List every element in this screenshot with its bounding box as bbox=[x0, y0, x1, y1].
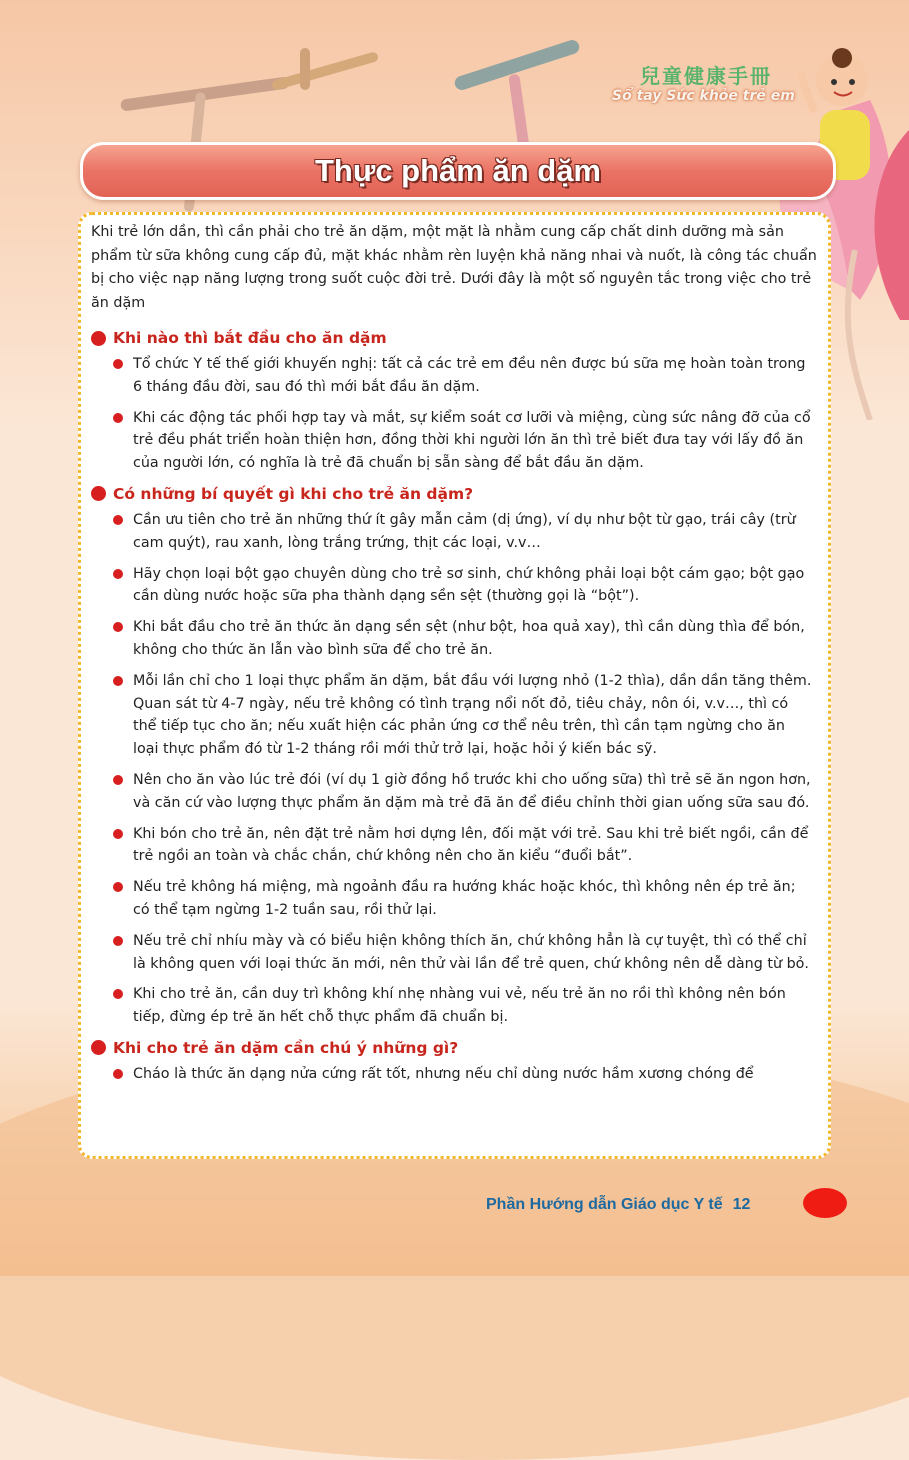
bullet-dot-icon bbox=[113, 989, 123, 999]
list-item-text: Mỗi lần chỉ cho 1 loại thực phẩm ăn dặm, bắt đầu với lượng nhỏ (1-2 thìa), dần dần tăng thêm. Quan sát từ 4-7 ngày, nếu trẻ không có tình trạng nổi nốt đỏ, tiêu chảy, nôn ói, v.v…, thì có thể tiếp tục cho ăn; nếu xuất hiện các phản ứng cơ thể nêu trên, thì cần tạm ngừng cho ăn loại thực phẩm đó từ 1-2 tháng rồi mới thử trở lại, hoặc hỏi ý kiến bác sỹ. bbox=[133, 672, 812, 758]
list-item bbox=[91, 1063, 818, 1086]
list-item bbox=[91, 823, 818, 869]
intro-paragraph: Khi trẻ lớn dần, thì cần phải cho trẻ ăn dặm, một mặt là nhằm cung cấp chất dinh dưỡng mà sản phẩm từ sữa không cung cấp đủ, mặt khác nhằm rèn luyện khả năng nhai và nuốt, là công tác chuẩn bị cho việc nạp năng lượng trong suốt cuộc đời trẻ. Dưới đây là một số nguyên tắc trong việc cho trẻ ăn dặm bbox=[91, 224, 817, 311]
page-number: 12 bbox=[732, 1196, 751, 1213]
section-heading-text: Khi cho trẻ ăn dặm cần chú ý những gì? bbox=[113, 1038, 459, 1057]
page-number-badge bbox=[803, 1188, 847, 1218]
list-item-text: Cháo là thức ăn dạng nửa cứng rất tốt, nhưng nếu chỉ dùng nước hầm xương chóng để bbox=[133, 1065, 754, 1082]
list-item-text: Khi các động tác phối hợp tay và mắt, sự kiểm soát cơ lưỡi và miệng, cùng sức nâng đỡ của cổ trẻ đều phát triển hoàn thiện hơn, đồng thời khi người lớn ăn thì trẻ biết đưa tay với lấy đồ ăn của người lớn, có nghĩa là trẻ đã chuẩn bị sẵn sàng để bắt đầu ăn dặm. bbox=[133, 409, 811, 472]
list-item bbox=[91, 769, 818, 815]
list-item bbox=[91, 509, 818, 555]
list-item-text: Khi bón cho trẻ ăn, nên đặt trẻ nằm hơi dựng lên, đối mặt với trẻ. Sau khi trẻ biết ngồi, cần để trẻ ngồi an toàn và chắc chắn, chứ không nên cho ăn kiểu “đuổi bắt”. bbox=[133, 825, 809, 865]
list-item-text: Nếu trẻ chỉ nhíu mày và có biểu hiện không thích ăn, chứ không hẳn là cự tuyệt, thì có thể chỉ là không quen với loại thức ăn mới, nên thử vài lần để trẻ quen, chứ không nên dễ dàng từ bỏ. bbox=[133, 932, 809, 972]
section-heading-text: Có những bí quyết gì khi cho trẻ ăn dặm? bbox=[113, 484, 474, 503]
bullet-dot-icon bbox=[113, 359, 123, 369]
list-item-text: Tổ chức Y tế thế giới khuyến nghị: tất cả các trẻ em đều nên được bú sữa mẹ hoàn toàn trong 6 tháng đầu đời, sau đó thì mới bắt đầu ăn dặm. bbox=[133, 356, 806, 395]
bullet-dot-icon bbox=[113, 775, 123, 785]
bullet-dot-icon bbox=[113, 1069, 123, 1079]
section-heading bbox=[91, 1039, 818, 1057]
list-item-text: Cần ưu tiên cho trẻ ăn những thứ ít gây mẫn cảm (dị ứng), ví dụ như bột từ gạo, trái cây (trừ cam quýt), rau xanh, lòng trắng trứng, thịt các loại, v.v… bbox=[133, 511, 796, 551]
bullet-dot-icon bbox=[113, 882, 123, 892]
list-item-text: Nếu trẻ không há miệng, mà ngoảnh đầu ra hướng khác hoặc khóc, thì không nên ép trẻ ăn; có thể tạm ngừng 1-2 tuần sau, rồi thử lại. bbox=[133, 879, 796, 918]
bullet-list bbox=[91, 1063, 818, 1086]
bullet-dot-icon bbox=[113, 829, 123, 839]
section-precautions bbox=[91, 1039, 818, 1086]
section-tips bbox=[91, 485, 818, 1029]
list-item-text: Khi bắt đầu cho trẻ ăn thức ăn dạng sền sệt (như bột, hoa quả xay), thì cần dùng thìa để bón, không cho thức ăn lẫn vào bình sữa để cho trẻ ăn. bbox=[133, 619, 805, 658]
section-when-to-start bbox=[91, 329, 818, 475]
section-heading bbox=[91, 485, 818, 503]
bullet-list bbox=[91, 509, 818, 1029]
bullet-dot-icon bbox=[113, 569, 123, 579]
bullet-dot-icon bbox=[113, 413, 123, 423]
list-item-text: Nên cho ăn vào lúc trẻ đói (ví dụ 1 giờ đồng hồ trước khi cho uống sữa) thì trẻ sẽ ăn ngon hơn, và căn cứ vào lượng thực phẩm ăn dặm mà trẻ đã ăn để điều chỉnh thời gian uống sữa sau đó. bbox=[133, 771, 811, 811]
list-item bbox=[91, 616, 818, 662]
page-title: Thực phẩm ăn dặm bbox=[315, 153, 601, 188]
bullet-list bbox=[91, 353, 818, 475]
bullet-dot-icon bbox=[113, 622, 123, 632]
list-item-text: Khi cho trẻ ăn, cần duy trì không khí nhẹ nhàng vui vẻ, nếu trẻ ăn no rồi thì không nên bón tiếp, đừng ép trẻ ăn hết chỗ thực phẩm đã chuẩn bị. bbox=[133, 986, 786, 1026]
propeller-toy-middle bbox=[271, 48, 379, 91]
bullet-dot-icon bbox=[91, 1040, 106, 1055]
title-banner bbox=[80, 142, 836, 200]
bullet-dot-icon bbox=[113, 936, 123, 946]
list-item bbox=[91, 563, 818, 609]
list-item bbox=[91, 983, 818, 1029]
content-box bbox=[78, 212, 831, 1159]
list-item bbox=[91, 670, 818, 761]
list-item bbox=[91, 407, 818, 475]
bullet-dot-icon bbox=[113, 515, 123, 525]
section-heading bbox=[91, 329, 818, 347]
logo-vietnamese-text: Sổ tay Sức khỏe trẻ em bbox=[612, 88, 795, 104]
footer-label: Phần Hướng dẫn Giáo dục Y tế bbox=[486, 1196, 723, 1213]
page-footer bbox=[486, 1192, 750, 1218]
bullet-dot-icon bbox=[113, 676, 123, 686]
list-item bbox=[91, 876, 818, 922]
list-item bbox=[91, 930, 818, 976]
bullet-dot-icon bbox=[91, 331, 106, 346]
list-item bbox=[91, 353, 818, 399]
list-item-text: Hãy chọn loại bột gạo chuyên dùng cho trẻ sơ sinh, chứ không phải loại bột cám gạo; bột gạo cần dùng nước hoặc sữa pha thành dạng sền sệt (thường gọi là “bột”). bbox=[133, 565, 805, 605]
bullet-dot-icon bbox=[91, 486, 106, 501]
handbook-logo bbox=[612, 60, 812, 120]
section-heading-text: Khi nào thì bắt đầu cho ăn dặm bbox=[113, 329, 387, 347]
logo-chinese-text: 兒童健康手冊 bbox=[640, 64, 772, 88]
